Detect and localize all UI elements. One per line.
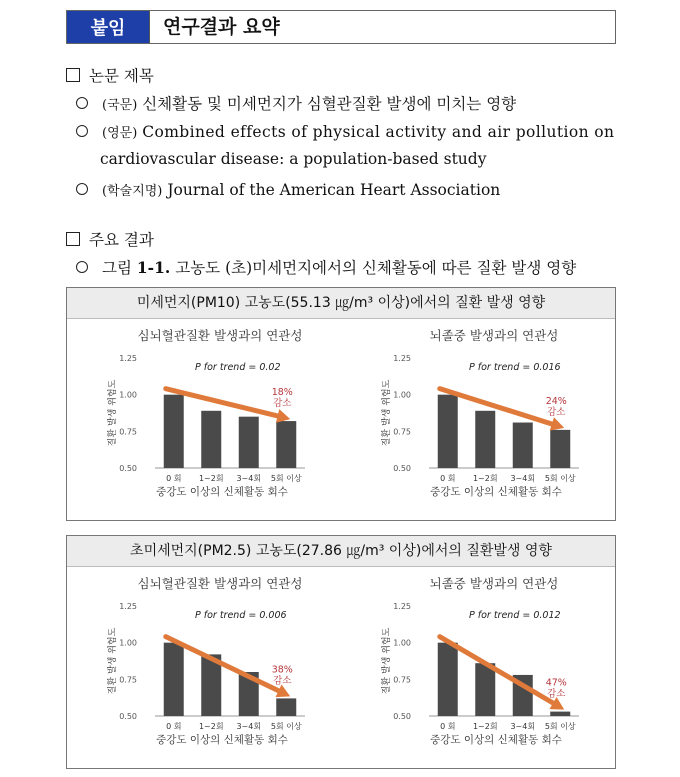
chart-2: [106, 576, 305, 746]
y-axis-label: 질환 발생 위험도: [382, 627, 392, 695]
x-tick-label: 3~4회: [510, 722, 536, 731]
y-tick-label: 1.00: [393, 390, 411, 400]
reduction-word: 감소: [273, 398, 292, 410]
circle-bullet-icon: [76, 261, 88, 273]
y-axis-label: 질환 발생 위험도: [108, 627, 118, 695]
trend-label: P for trend = 0.006: [195, 610, 287, 621]
chart-1: [380, 328, 579, 498]
x-tick-label: 1~2회: [472, 722, 498, 731]
x-tick-label: 0 회: [166, 722, 182, 731]
chart-title: 뇌졸중 발생과의 연관성: [429, 328, 559, 343]
chart-title: 심뇌혈관질환 발생과의 연관성: [137, 328, 303, 343]
bar: [164, 643, 184, 716]
x-tick-label: 3~4회: [236, 474, 262, 483]
x-tick-label: 3~4회: [510, 474, 536, 483]
x-tick-label: 5회 이상: [544, 474, 576, 483]
chart-title: 심뇌혈관질환 발생과의 연관성: [137, 576, 303, 591]
chart-title: 뇌졸중 발생과의 연관성: [429, 576, 559, 591]
y-tick-label: 1.00: [119, 638, 137, 648]
y-tick-label: 1.25: [393, 354, 411, 363]
x-tick-label: 1~2회: [198, 474, 224, 483]
pm25-panel: [66, 535, 616, 769]
x-axis-label: 중강도 이상의 신체활동 회수: [430, 734, 562, 746]
y-tick-label: 1.25: [119, 602, 137, 611]
y-tick-label: 0.75: [393, 675, 411, 685]
results-section-heading: 주요 결과: [66, 228, 154, 250]
circle-bullet-icon: [76, 125, 88, 137]
y-tick-label: 1.00: [119, 390, 137, 400]
reduction-percent: 47%: [545, 677, 567, 689]
paper-section-heading: 논문 제목: [66, 64, 154, 86]
x-axis-label: 중강도 이상의 신체활동 회수: [156, 486, 288, 498]
x-axis-label: 중강도 이상의 신체활동 회수: [430, 486, 562, 498]
x-axis-label: 중강도 이상의 신체활동 회수: [156, 734, 288, 746]
journal-line: (학술지명) Journal of the American Heart Association: [76, 180, 500, 199]
trend-label: P for trend = 0.016: [469, 362, 561, 373]
y-tick-label: 1.00: [393, 638, 411, 648]
checkbox-square-icon: [66, 232, 80, 246]
y-tick-label: 0.75: [119, 675, 137, 685]
x-tick-label: 1~2회: [472, 474, 498, 483]
y-tick-label: 0.50: [119, 464, 137, 473]
reduction-word: 감소: [547, 406, 566, 418]
trend-label: P for trend = 0.012: [469, 610, 561, 621]
bar: [475, 411, 495, 468]
english-title-line-cont: cardiovascular disease: a population-based study: [100, 150, 487, 168]
pm25-charts: [67, 566, 615, 768]
pm10-panel: [66, 287, 616, 521]
reduction-percent: 24%: [545, 395, 567, 407]
chart-0: [106, 328, 305, 498]
bar: [276, 421, 296, 468]
y-tick-label: 0.50: [119, 712, 137, 721]
x-tick-label: 0 회: [166, 474, 182, 483]
english-title-line: (영문) Combined effects of physical activity and air pollution on: [76, 122, 616, 141]
bar: [550, 430, 570, 468]
bar: [239, 417, 259, 468]
reduction-word: 감소: [273, 675, 292, 687]
reduction-word: 감소: [547, 688, 566, 700]
y-axis-label: 질환 발생 위험도: [108, 379, 118, 447]
pm10-charts: [67, 318, 615, 520]
bar: [438, 395, 458, 468]
y-tick-label: 1.25: [119, 354, 137, 363]
y-tick-label: 1.25: [393, 602, 411, 611]
y-axis-label: 질환 발생 위험도: [382, 379, 392, 447]
x-tick-label: 5회 이상: [270, 474, 302, 483]
trend-label: P for trend = 0.02: [195, 362, 281, 373]
y-tick-label: 0.75: [393, 427, 411, 437]
reduction-percent: 18%: [271, 387, 293, 399]
x-tick-label: 5회 이상: [270, 722, 302, 731]
x-tick-label: 0 회: [440, 722, 456, 731]
chart-3: [380, 576, 579, 746]
bar: [438, 643, 458, 716]
y-tick-label: 0.50: [393, 712, 411, 721]
bar: [164, 395, 184, 468]
reduction-percent: 38%: [271, 664, 293, 676]
x-tick-label: 3~4회: [236, 722, 262, 731]
korean-title-line: (국문) 신체활동 및 미세먼지가 심혈관질환 발생에 미치는 영향: [76, 92, 516, 114]
y-tick-label: 0.75: [119, 427, 137, 437]
trend-arrow-head: [550, 417, 565, 430]
bar: [201, 411, 221, 468]
y-tick-label: 0.50: [393, 464, 411, 473]
x-tick-label: 1~2회: [198, 722, 224, 731]
document-header: [66, 10, 616, 44]
pm10-panel-title: 미세먼지(PM10) 고농도(55.13 ㎍/m³ 이상)에서의 질환 발생 영향: [67, 288, 615, 319]
x-tick-label: 5회 이상: [544, 722, 576, 731]
figure-caption: 그림 1-1. 고농도 (초)미세먼지에서의 신체활동에 따른 질환 발생 영향: [76, 256, 576, 278]
x-tick-label: 0 회: [440, 474, 456, 483]
trend-arrow-head: [276, 409, 290, 423]
bar: [475, 663, 495, 716]
bar: [276, 698, 296, 716]
bar: [550, 712, 570, 716]
circle-bullet-icon: [76, 97, 88, 109]
circle-bullet-icon: [76, 183, 88, 195]
page-title: 연구결과 요약: [163, 16, 280, 38]
checkbox-square-icon: [66, 68, 80, 82]
attachment-badge: 붙임: [67, 11, 150, 43]
pm25-panel-title: 초미세먼지(PM2.5) 고농도(27.86 ㎍/m³ 이상)에서의 질환발생 영향: [67, 536, 615, 567]
bar: [513, 423, 533, 468]
